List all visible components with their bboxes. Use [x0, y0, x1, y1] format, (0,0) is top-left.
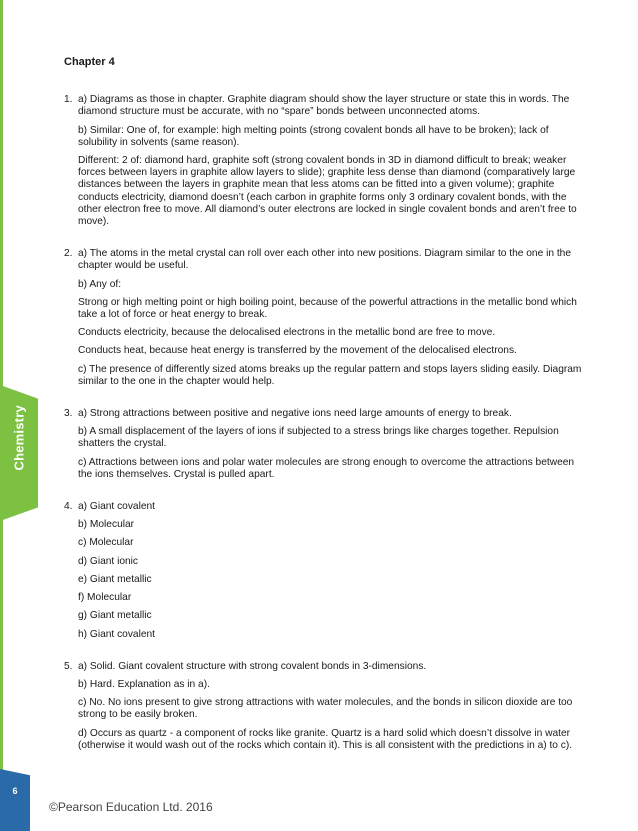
chapter-title: Chapter 4 [64, 56, 115, 68]
answer-number: 5. [64, 660, 73, 672]
answer-paragraph: h) Giant covalent [78, 628, 156, 640]
answer-item [64, 661, 584, 752]
answer-body [78, 94, 584, 228]
answer-paragraph: c) Attractions between ions and polar water molecules are strong enough to overcome the attractions between the ions themselves. Crystal is pulled apart. [78, 456, 575, 480]
answer-paragraph: Strong or high melting point or high boiling point, because of the powerful attractions in the metallic bond which take a lot of force or heat energy to break. [78, 296, 577, 321]
answer-paragraph: Different: 2 of: diamond hard, graphite soft (strong covalent bonds in 3D in diamond difficult to break; weaker forces between layers in graphite allow layers to slide); graphite less dense than diamond (comparatively large distances between the layers in graphite mean that less atoms can be fitted into a given volume); graphite conducts electricity, diamond doesn’t (each carbon in graphite forms only 3 ordinary covalent bonds, with the other electron free to move. All diamond’s outer electrons are locked in single covalent bonds and aren’t free to move). [78, 155, 577, 228]
answer-body [78, 408, 584, 481]
answer-paragraph: a) Strong attractions between positive and negative ions need large amounts of energy to break. [78, 408, 512, 420]
answer-item [64, 94, 584, 228]
answer-paragraph: g) Giant metallic [78, 610, 152, 622]
answer-paragraph: a) Solid. Giant covalent structure with strong covalent bonds in 3-dimensions. [78, 660, 427, 672]
page-number-tab [0, 769, 30, 831]
answer-number: 2. [64, 248, 73, 260]
page-content [64, 56, 584, 772]
page-number: 6 [12, 786, 18, 796]
answer-paragraph: c) Molecular [78, 537, 134, 549]
answer-paragraph: c) No. No ions present to give strong attractions with water molecules, and the bonds in silicon dioxide are too strong to be easily broken. [78, 697, 573, 721]
answer-number: 4. [64, 501, 73, 513]
answer-item [64, 248, 584, 388]
answer-paragraph: a) Diagrams as those in chapter. Graphite diagram should show the layer structure or state this in words. The diamond structure must be accurate, with no “spare” bonds between unconnected atoms. [78, 94, 570, 118]
answer-paragraph: Conducts electricity, because the delocalised electrons in the metallic bond are free to move. [78, 327, 496, 339]
answer-number: 3. [64, 408, 73, 420]
answer-paragraph: d) Occurs as quartz - a component of rocks like granite. Quartz is a hard solid which doesn’t dissolve in water (otherwise it would wash out of the rocks which contain it). This is all consistent with the predictions in a) to c). [78, 727, 573, 751]
answer-paragraph: c) The presence of differently sized atoms breaks up the regular pattern and stops layers sliding easily. Diagram similar to the one in the chapter would help. [78, 363, 582, 387]
answer-paragraph: b) Molecular [78, 519, 135, 531]
subject-label: Chemistry [11, 405, 27, 471]
answer-item [64, 501, 584, 641]
answer-paragraph: b) Hard. Explanation as in a). [78, 678, 210, 690]
answer-body [78, 248, 584, 388]
answer-paragraph: b) Similar: One of, for example: high melting points (strong covalent bonds all have to be broken); lack of solubility in solvents (same reason). [78, 124, 549, 148]
answer-paragraph: e) Giant metallic [78, 573, 152, 585]
answer-paragraph: a) Giant covalent [78, 501, 156, 513]
answer-body [78, 661, 584, 752]
answer-item [64, 408, 584, 481]
answer-number: 1. [64, 94, 73, 106]
answer-list [64, 94, 584, 752]
answer-paragraph: Conducts heat, because heat energy is transferred by the movement of the delocalised electrons. [78, 345, 517, 357]
answer-body [78, 501, 584, 641]
answer-paragraph: a) The atoms in the metal crystal can roll over each other into new positions. Diagram similar to the one in the chapter would be useful. [78, 248, 572, 272]
answer-paragraph: f) Molecular [78, 592, 132, 604]
answer-paragraph: b) A small displacement of the layers of ions if subjected to a stress brings like charges together. Repulsion shatters the crystal. [78, 426, 559, 450]
answer-paragraph: d) Giant ionic [78, 555, 139, 567]
copyright: ©Pearson Education Ltd. 2016 [49, 800, 213, 814]
answer-paragraph: b) Any of: [78, 278, 122, 290]
